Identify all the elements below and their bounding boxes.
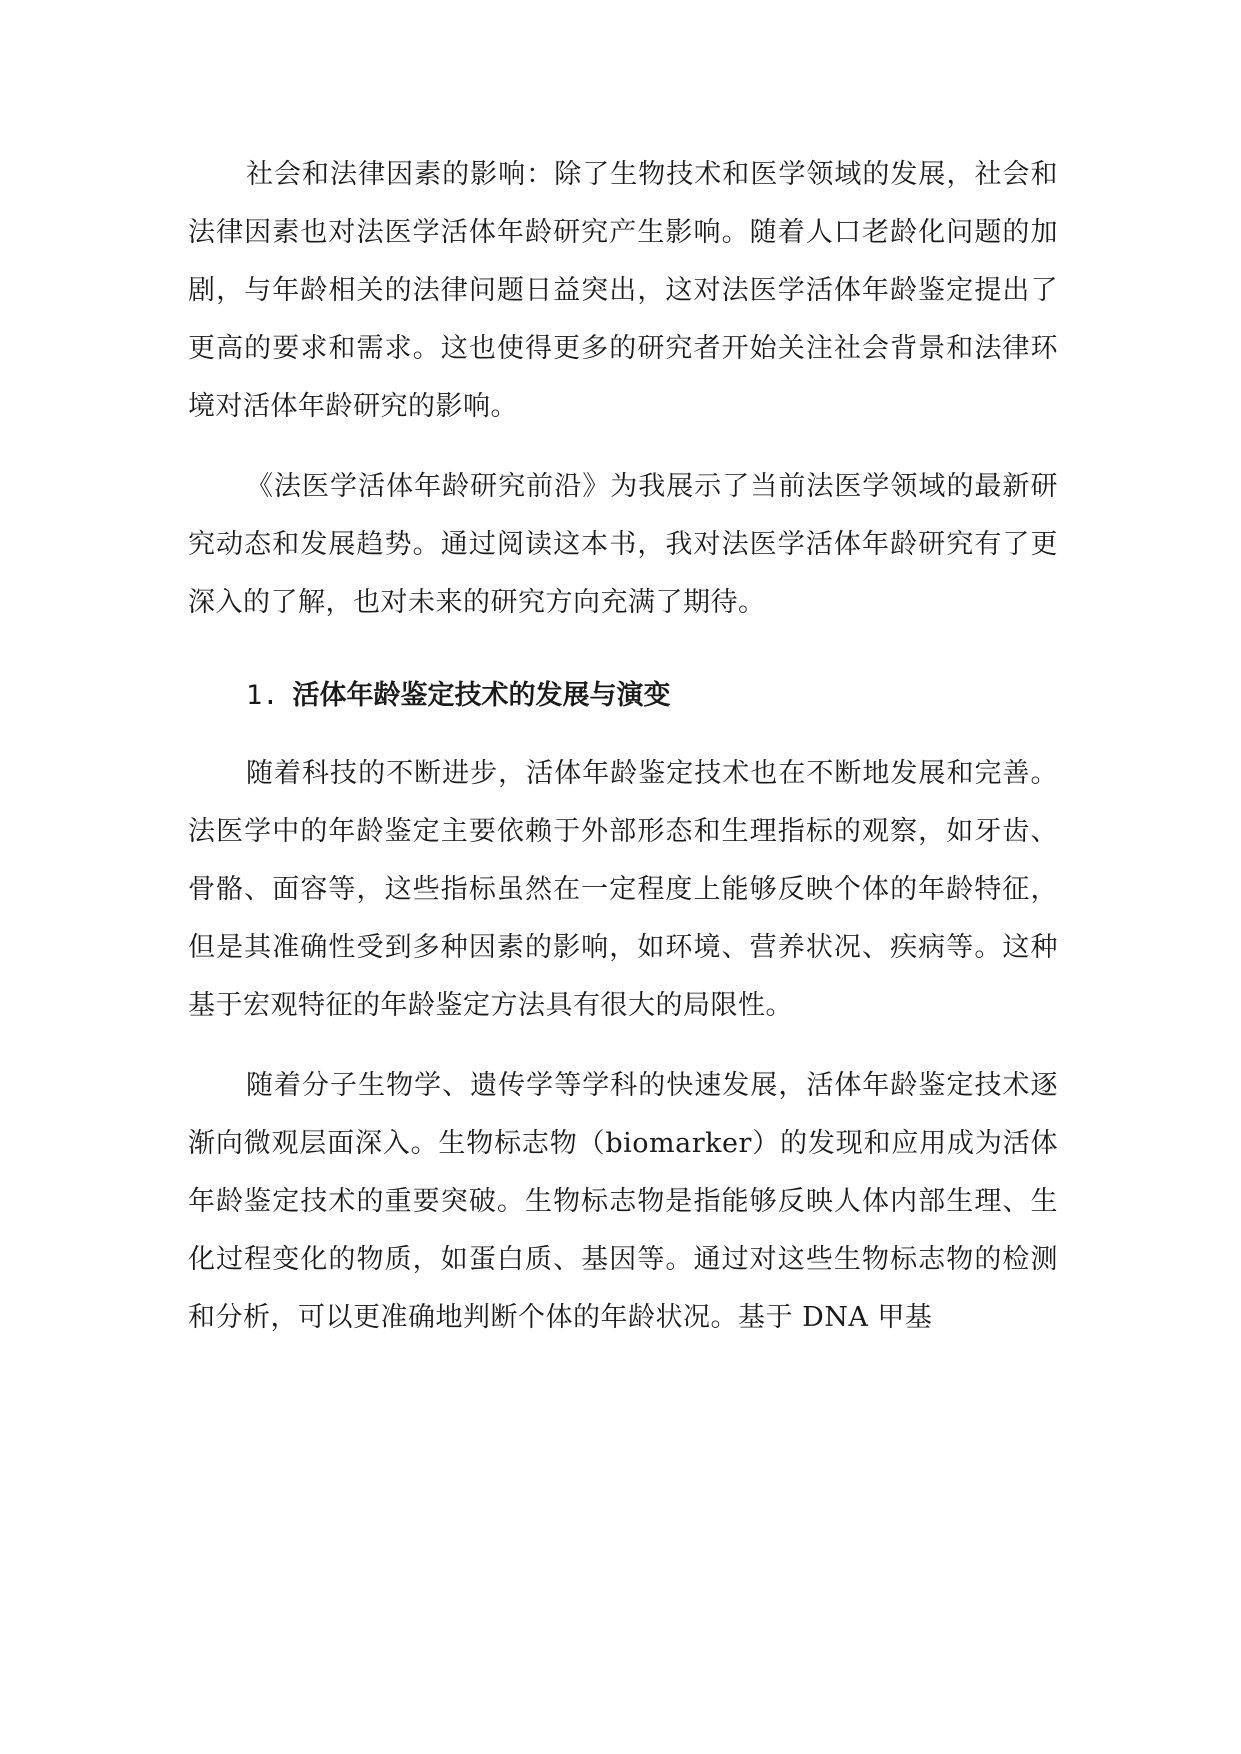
paragraph-social-legal-factors: 社会和法律因素的影响：除了生物技术和医学领域的发展，社会和法律因素也对法医学活体年龄研究产生影响。随着人口老龄化问题的加剧，与年龄相关的法律问题日益突出，这对法医学活体年龄鉴定提出了更高的要求和需求。这也使得更多的研究者开始关注社会背景和法律环境对活体年龄研究的影响。 [188, 159, 1058, 422]
section-number: 1. [246, 680, 279, 711]
section-title: 活体年龄鉴定技术的发展与演变 [292, 680, 671, 711]
paragraph-book-summary: 《法医学活体年龄研究前沿》为我展示了当前法医学领域的最新研究动态和发展趋势。通过阅读这本书，我对法医学活体年龄研究有了更深入的了解，也对未来的研究方向充满了期待。 [188, 471, 1058, 618]
section-heading [188, 667, 1058, 725]
document-body [188, 146, 1058, 1369]
paragraph-technology-development: 随着科技的不断进步，活体年龄鉴定技术也在不断地发展和完善。法医学中的年龄鉴定主要依赖于外部形态和生理指标的观察，如牙齿、骨骼、面容等，这些指标虽然在一定程度上能够反映个体的年龄特征，但是其准确性受到多种因素的影响，如环境、营养状况、疾病等。这种基于宏观特征的年龄鉴定方法具有很大的局限性。 [188, 758, 1058, 1021]
paragraph-biomarker: 随着分子生物学、遗传学等学科的快速发展，活体年龄鉴定技术逐渐向微观层面深入。生物标志物（biomarker）的发现和应用成为活体年龄鉴定技术的重要突破。生物标志物是指能够反映人体内部生理、生化过程变化的物质，如蛋白质、基因等。通过对这些生物标志物的检测和分析，可以更准确地判断个体的年龄状况。基于 DNA 甲基 [188, 1070, 1058, 1333]
